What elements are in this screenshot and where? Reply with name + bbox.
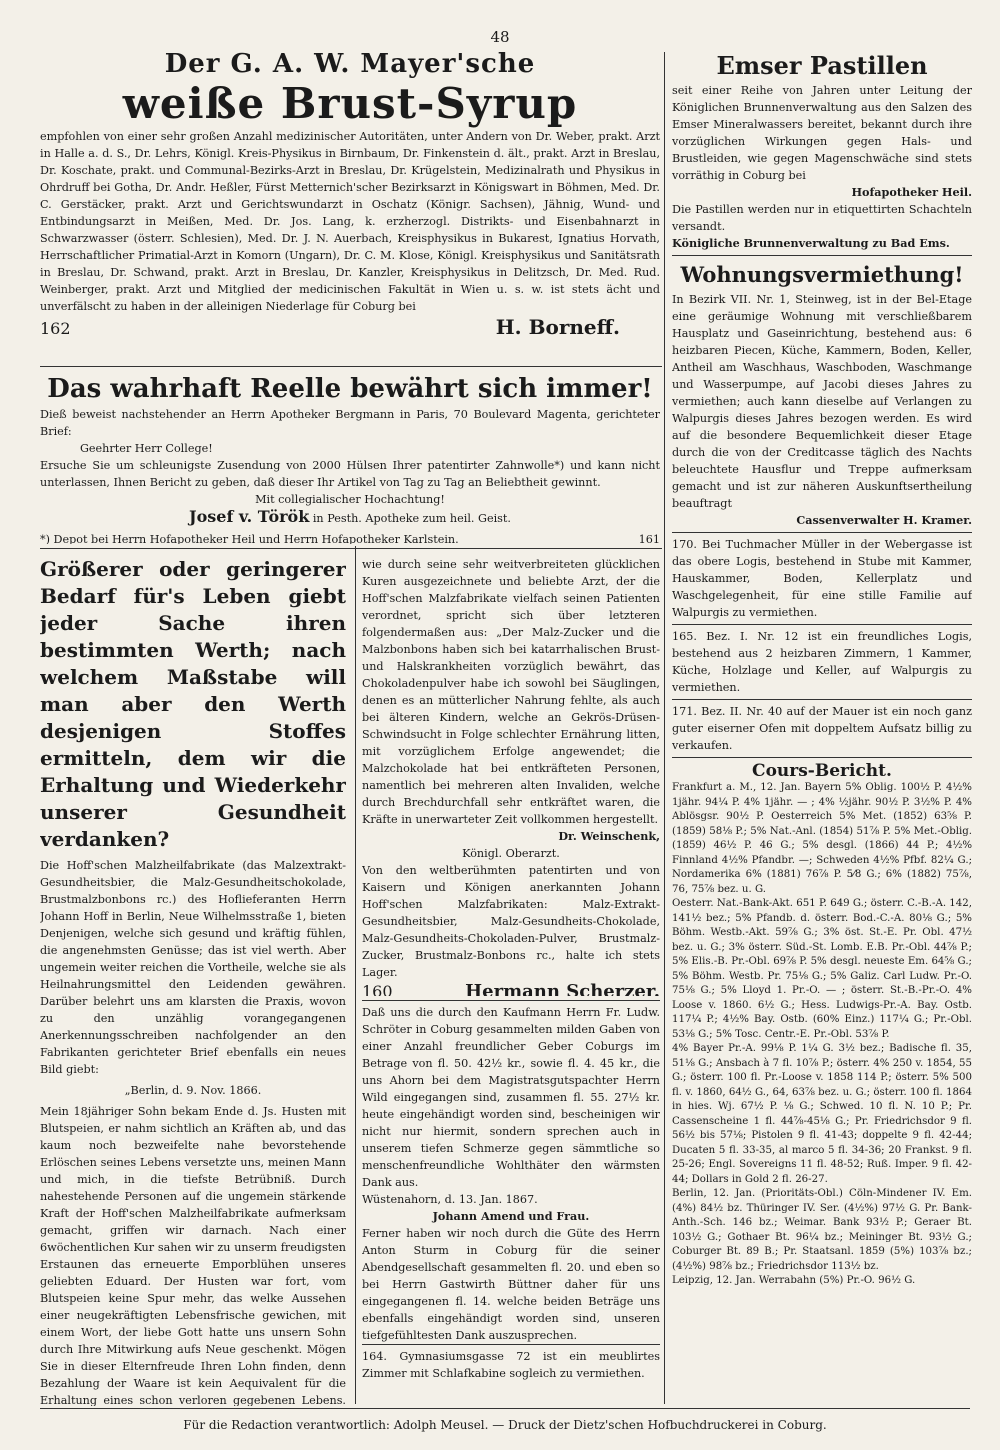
right-column — [672, 50, 972, 1406]
notice-amend — [362, 1004, 660, 1342]
rule — [672, 532, 972, 533]
ad-171-text: 171. Bez. II. Nr. 40 auf der Mauer ist ein noch ganz guter eiserner Ofen mit doppeltem Aufsatz billig zu verkaufen. — [672, 705, 972, 752]
rule — [672, 699, 972, 700]
emser-title: Emser Pastillen — [716, 51, 928, 80]
rule-under-syrup — [40, 366, 662, 367]
course-leipzig: Leipzig, 12. Jan. Werrabahn (5%) Pr.-O. 96½ G. — [672, 1275, 916, 1286]
malz-paragraph-1: Die Hoff'schen Malzheilfabrikate (das Malzextrakt-Gesundheitsbier, die Malz-Gesundheitschokolade, Brustmalzbonbons rc.) des Hoflieferanten Herrn Johann Hoff in Berlin, Neue Wilhelmsstraße 1, bieten Denjenigen, welche sich gesund und kräftig fühlen, die angenehmsten Genüsse; das ist viel werth. Aber ungemein weiter reichen die Vortheile, welche sie als Heilnahrungsmittel den Leidenden gewähren. Darüber belehrt uns am klarsten die Praxis, wovon zu den unzählig vorangegangenen Anerkennungsschreiben nachfolgender an den Fabrikanten gerichteter Brief ebenfalls ein neues Bild giebt: — [40, 859, 346, 1076]
ad-170-text: 170. Bei Tuchmacher Müller in der Webergasse ist das obere Logis, bestehend in Stube mit Kammer, Hauskammer, Boden, Kellerplatz und Waschgelegenheit, für eine stille Familie auf Walpurgis zu vermiethen. — [672, 538, 972, 619]
emser-text: seit einer Reihe von Jahren unter Leitung der Königlichen Brunnenverwaltung aus den Salzen des Emser Mineralwassers bereitet, bekannt durch ihre vorzüglichen Wirkungen gegen Hals- und Brustleiden, wie gegen Magenschwäche sind stets vorräthig in Coburg bei — [672, 84, 972, 182]
ad-165-text: 165. Bez. I. Nr. 12 ist ein freundliches Logis, bestehend aus 2 heizbaren Zimmern, 1 Kammer, Küche, Holzlage und Keller, auf Walpurgis zu vermiethen. — [672, 630, 972, 694]
syrup-title-1: Der G. A. W. Mayer'sche — [164, 49, 536, 79]
reelle-footnote-row — [40, 531, 660, 544]
wohnung-signature: Cassenverwalter H. Kramer. — [796, 513, 972, 527]
malz-doctor-sign-row — [362, 828, 660, 845]
amend-place-date: Wüstenahorn, d. 13. Jan. 1867. — [362, 1193, 538, 1206]
ad-malz-middle-column — [362, 556, 660, 996]
imprint: Für die Redaction verantwortlich: Adolph Meusel. — Druck der Dietz'schen Hofbuchdruckerei in Coburg. — [183, 1418, 827, 1432]
malz-doctor-signature: Dr. Weinschenk, — [558, 829, 660, 843]
rule-under-reelle — [40, 548, 662, 549]
malz-paragraph-5: Von den weltberühmten patentirten und von Kaisern und Königen anerkannten Johann Hoff'schen Malzfabrikaten: Malz-Extrakt-Gesundheitsbier, Malz-Gesundheits-Chokolade, Malz-Gesundheits-Chokoladen-Pulver, Brustmalz-Zucker, Brustmalz-Bonbons rc., halte ich stets Lager. — [362, 864, 660, 979]
syrup-signature: H. Borneff. — [495, 315, 620, 339]
syrup-text: empfohlen von einer sehr großen Anzahl medizinischer Autoritäten, unter Andern von Dr. Weber, prakt. Arzt in Halle a. d. S., Dr. Lehrs, Königl. Kreis-Physikus in Birnbaum, Dr. Finkenstein d. ält., prakt. Arzt in Breslau, Dr. Koschate, prakt. und Communal-Bezirks-Arzt in Breslau, Dr. Krügelstein, Medizinalrath und Physikus in Ohrdruff bei Gotha, Dr. Andr. Heßler, Fürst Metternich'scher Bezirksarzt in Königswart in Böhmen, Med. Dr. C. Gerstäcker, prakt. Arzt und Gerichtswundarzt in Oschatz (Königr. Sachsen), Jähnig, Wund- und Entbindungsarzt in Meißen, Med. Dr. Jos. Lang, k. erzherzogl. Distrikts- und Eisenbahnarzt in Schwarzwasser (österr. Schlesien), Med. Dr. J. N. Auerbach, Kreisphysikus in Bukarest, Ignatius Horvath, Herrschaftlicher Primatial-Arzt in Komorn (Ungarn), Dr. C. M. Klose, Königl. Kreisphysikus und Sanitätsrath in Breslau, Dr. Schwand, prakt. Arzt in Breslau, Dr. Kanzler, Kreisphysikus in Delitzsch, Dr. Med. Rud. Weinberger, prakt. Arzt und Mitglied der medicinischen Fakultät in Wien u. s. w. ist stets ächt und unverfälscht zu haben in der alleinigen Niederlage für Coburg bei — [40, 130, 660, 313]
malz-headline: Größerer oder geringerer Bedarf für's Leben giebt jeder Sache ihren bestimmten Werth; nach welchem Maßstabe will man aber den Werth desjenigen Stoffes ermitteln, dem wir die Erhaltung und Wiederkehr unserer Gesundheit verdanken? — [40, 557, 346, 851]
syrup-title-2: weiße Brust-Syrup — [122, 79, 578, 128]
reelle-signature: Josef v. Török — [189, 507, 310, 526]
malz-paragraph-2: Mein 18jähriger Sohn bekam Ende d. Js. Husten mit Blutspeien, er nahm sichtlich an Kräften ab, und das kaum noch bezweifelte nahe bevorstehende Erlöschen seines Lebens versetzte uns, meinen Mann und mich, in die tiefste Betrübniß. Durch nahestehende Personen auf die ungemein stärkende Kraft der Hoff'schen Malzheilfabrikate aufmerksam gemacht, griffen wir darnach. Nach einer 6wöchentlichen Kur sahen wir zu unserm freudigsten Erstaunen das erneuerte Emporblühen unseres geliebten Eduard. Der Husten war fort, vom Blutspeien keine Spur mehr, das welke Aussehen einer neugekräftigten Lebensfrische gewichen, mit einem Wort, der liebe Gott hatte uns unsern Sohn durch Ihre Mitwirkung aufs Neue geschenkt. Mögen Sie in dieser Elternfreude Ihren Lohn finden, denn Bezahlung der Waare ist kein Aequivalent für die Erhaltung eines schon verloren gegebenen Lebens. — [40, 1105, 346, 1406]
ad-reelle — [40, 372, 660, 544]
malz-doctor-title: Königl. Oberarzt. — [462, 847, 560, 860]
malz-paragraph-4: wie durch seine sehr weitverbreiteten glücklichen Kuren ausgezeichnete und beliebte Arzt, der die Hoff'schen Malzfabrikate vielfach seinen Patienten verordnet, spricht sich über letzteren folgendermaßen aus: „Der Malz-Zucker und die Malzbonbons haben sich bei katarrhalischen Brust- und Halskrankheiten vorzüglich bewährt, das Chokoladenpulver habe ich sowohl bei Säuglingen, denen es an mütterlicher Nahrung fehlte, als auch bei älteren Kindern, welche an Gekrös-Drüsen-Schwindsucht in Folge schlechter Ernährung litten, mit vorzüglichem Erfolge angewendet; die Malzchokolade hat bei entkräfteten Personen, namentlich bei mehreren alten Invaliden, welche durch Brechdurchfall sehr entkräftet waren, die Kräfte in unerwarteter Zeit vollkommen hergestellt. — [362, 558, 660, 826]
gymnasium-text: 164. Gymnasiumsgasse 72 ist ein meublirtes Zimmer mit Schlafkabine sogleich zu vermiethen. — [362, 1350, 660, 1380]
amend-paragraph-1: Daß uns die durch den Kaufmann Herrn Fr. Ludw. Schröter in Coburg gesammelten milden Gaben von einer Anzahl freundlicher Geber Coburgs im Betrage von fl. 50. 42½ kr., sowie fl. 4. 45 kr., die uns Ahorn bei dem Magistratsgutspachter Herrn Wild eingegangen sind, zusammen fl. 55. 27½ kr. heute eingehändigt worden sind, bescheinigen wir nicht nur hiermit, sondern sprechen auch in unserem tiefen Schmerze gegen sämmtliche so menschenfreundliche Wohlthäter den wärmsten Dank aus. — [362, 1006, 660, 1189]
column-rule-right — [664, 52, 665, 1404]
emser-note: Die Pastillen werden nur in etiquettirten Schachteln versandt. — [672, 203, 972, 233]
emser-admin: Königliche Brunnenverwaltung zu Bad Ems. — [672, 236, 950, 250]
malz-letter-date: „Berlin, d. 9. Nov. 1866. — [124, 1084, 262, 1097]
course-frankfurt-2: Oesterr. Nat.-Bank-Akt. 651 P. 649 G.; österr. C.-B.-A. 142, 141½ bez.; 5% Pfandb. d. österr. Bod.-C.-A. 80⅛ G.; 5% Böhm. Westb.-Akt. 59⅞ G.; 3% öst. St.-E. Pr. Obl. 47½ bez. u. G.; 3% österr. Süd.-St. Lomb. E.B. Pr.-Obl. 44⅞ P.; 5% Elis.-B. Pr.-Obl. 69⅞ P. 5% desgl. neueste Em. 64⅝ G.; 5% Böhm. Westb. Pr. 75⅛ G.; 5% Galiz. Carl Ludw. Pr.-O. 75⅛ G.; 5% Lloyd 1. Pr.-O. — ; österr. St.-B.-Pr.-O. 4% Loose v. 1860. 6½ G.; Hess. Ludwigs-Pr.-A. Bay. Ostb. 117¼ P.; 4½% Bay. Ostb. (60% Einz.) 117¼ G.; Pr.-Obl. 53⅛ G.; 5% Tosc. Centr.-E. Pr.-Obl. 53⅞ P. — [672, 898, 972, 1040]
column-rule-middle — [355, 546, 356, 1404]
reelle-closing: Mit collegialischer Hochachtung! — [255, 493, 445, 506]
page-number: 48 — [490, 28, 510, 46]
rule — [672, 624, 972, 625]
rule-above-imprint — [40, 1408, 970, 1409]
ad-number: 161 — [638, 533, 660, 544]
malz-signature: Hermann Scherzer. — [465, 981, 660, 996]
wohnung-text: In Bezirk VII. Nr. 1, Steinweg, ist in der Bel-Etage eine geräumige Wohnung mit verschließbarem Hausplatz und Gaseinrichtung, bestehend aus: 6 heizbaren Piecen, Küche, Kammern, Boden, Keller, Antheil am Waschhaus, Waschboden, Waschmange und Wasserpumpe, auf Jacobi dieses Jahres zu vermiethen; auch kann dieselbe auf Verlangen zu Walpurgis dieses Jahres bezogen werden. Es wird auf die besondere Bequemlichkeit dieser Etage durch die von der Creditcasse täglich des Nachts beleuchtete Hausflur und Treppe aufmerksam gemacht und ist zur näheren Auskunftsertheilung beauftragt — [672, 293, 972, 510]
reelle-salutation: Geehrter Herr College! — [80, 442, 213, 455]
rule — [672, 255, 972, 256]
course-berlin: Berlin, 12. Jan. (Prioritäts-Obl.) Cöln-Mindener IV. Em. (4%) 84½ bz. Thüringer IV. Ser. (4½%) 97½ G. Pr. Bank-Anth.-Sch. 146 bz.; Weimar. Bank 93½ P.; Geraer Bt. 103½ G.; Gothaer Bt. 96¼ bz.; Meininger Bt. 93½ G.; Coburger Bt. 89 B.; Pr. Staatsanl. 1859 (5%) 103⅞ bz.; (4½%) 98⅞ bz.; Friedrichsdor 113½ bz. — [672, 1188, 972, 1272]
amend-signature-1: Johann Amend und Frau. — [432, 1209, 590, 1223]
ad-number: 160 — [362, 982, 393, 996]
syrup-signature-row — [40, 315, 660, 339]
reelle-signature-row — [40, 508, 660, 527]
course-frankfurt: Frankfurt a. M., 12. Jan. Bayern 5% Oblig. 100½ P. 4½% 1jähr. 94¼ P. 4% 1jähr. — ; 4% ½jähr. 90½ P. 3½% P. 4% Ablösgsr. 90½ P. Oesterreich 5% Met. (1852) 63⅝ P. (1859) 58⅛ P.; 5% Nat.-Anl. (1854) 51⅞ P. 5% Met.-Oblig. (1859) 46½ P. 46 G.; 5% desgl. (1866) 44 P.; 4½% Finnland 4½% Pfandbr. —; Schweden 4½% Pfbf. 82¼ G.; Nordamerika 6% (1881) 76⅞ P. 5⁄8 G.; 6% (1882) 75⅞, 76, 75⅞ bez. u. G. — [672, 782, 972, 895]
ad-malz-left-column — [40, 556, 346, 1406]
reelle-intro: Dieß beweist nachstehender an Herrn Apotheker Bergmann in Paris, 70 Boulevard Magenta, gerichteter Brief: — [40, 408, 660, 438]
reelle-text: Ersuche Sie um schleunigste Zusendung von 2000 Hülsen Ihrer patentirter Zahnwolle*) und kann nicht unterlassen, Ihnen Bericht zu geben, daß dieser Ihr Artikel von Tag zu Tag an Beliebtheit gewinnt. — [40, 459, 660, 489]
emser-seller: Hofapotheker Heil. — [851, 185, 972, 199]
rule-above-amend — [362, 1000, 660, 1001]
reelle-footnote: *) Depot bei Herrn Hofapotheker Heil und Herrn Hofapotheker Karlstein. — [40, 533, 459, 544]
rule-above-gymnasium — [362, 1344, 660, 1345]
amend-paragraph-2: Ferner haben wir noch durch die Güte des Herrn Anton Sturm in Coburg für die seiner Abendgesellschaft gesammelten fl. 20. und eben so bei Herrn Gastwirth Büttner daher für uns eingegangenen fl. 14. welche beiden Beträge uns ebenfalls eingehändigt worden sind, unseren tiefgefühltesten Dank auszusprechen. — [362, 1227, 660, 1342]
ad-gymnasium — [362, 1348, 660, 1406]
reelle-signature-place: in Pesth. Apotheke zum heil. Geist. — [312, 512, 511, 525]
rule — [672, 757, 972, 758]
wohnung-title: Wohnungsvermiethung! — [680, 262, 964, 287]
reelle-title: Das wahrhaft Reelle bewährt sich immer! — [47, 374, 653, 404]
course-frankfurt-3: 4% Bayer Pr.-A. 99⅛ P. 1¼ G. 3½ bez.; Badische fl. 35, 51⅛ G.; Ansbach à 7 fl. 10⅞ P.; österr. 4% 250 v. 1854, 55 G.; österr. 100 fl. Pr.-Loose v. 1858 114 P.; österr. 5% 500 fl. v. 1860, 64½ G., 64, 63⅞ bez. u. G.; österr. 100 fl. 1864 in hies. Wj. 67½ P. ⅛ G.; Schwed. 10 fl. N. 10 P.; Pr. Cassenscheine 1 fl. 44⅞-45⅛ G.; Pr. Friedrichsdor 9 fl. 56½ bis 57⅛; Pistolen 9 fl. 41-43; doppelte 9 fl. 42-44; Ducaten 5 fl. 33-35, al marco 5 fl. 34-36; 20 Frankst. 9 fl. 25-26; Engl. Sovereigns 11 fl. 48-52; Ruß. Imper. 9 fl. 42-44; Dollars in Gold 2 fl. 26-27. — [672, 1043, 972, 1185]
malz-signature-row — [362, 981, 660, 996]
ad-number: 162 — [40, 319, 71, 338]
course-title: Cours-Bericht. — [752, 761, 892, 781]
ad-brust-syrup — [40, 48, 660, 364]
